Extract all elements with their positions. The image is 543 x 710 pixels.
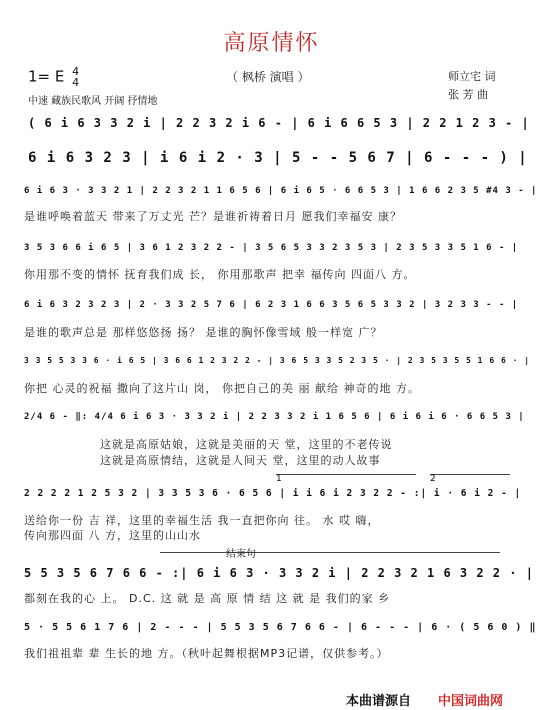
tempo-marking: 中速 藏族民歌风 开阔 抒情地	[28, 96, 158, 107]
score-line-3: 6 i 6 3 · 3 3 2 1 | 2 2 3 2 1 1 6 5 6 | 6 i 6 5 · 6 6 5 3 | 1 6 6 2 3 5 #4 3 - |	[24, 186, 538, 196]
score-line-2: 6 i 6 3 2 3 | i 6 i 2 · 3 | 5 - - 5 6 7 | 6 - - - ) |	[28, 150, 528, 166]
score-line-6: 3 3 5 5 3 3 6 · i 6 5 | 3 6 6 1 2 3 2 2 - | 3 6 5 3 3 5 2 3 5 · | 2 3 5 3 5 5 1 6 6 · |	[24, 356, 531, 365]
ending-bracket	[160, 552, 500, 553]
time-signature	[72, 66, 79, 88]
volta-2-label: 2	[430, 474, 436, 484]
volta-1-bracket	[276, 474, 416, 475]
key-label: 1= E	[28, 67, 65, 86]
volta-1-label: 1	[276, 474, 282, 484]
lyric-line-6: 你把 心灵的祝福 撒向了这片山 岗， 你把自己的美 丽 献给 神奇的地 方。	[24, 382, 420, 395]
score-line-4: 3 5 3 6 6 i 6 5 | 3 6 1 2 3 2 2 - | 3 5 6 5 3 3 2 3 5 3 | 2 3 5 3 3 5 1 6 - |	[24, 243, 519, 253]
key-signature	[28, 66, 79, 88]
score-line-1: ( 6 i 6 3 3 2 i | 2 2 3 2 i 6 - | 6 i 6 6 5 3 | 2 2 1 2 3 - |	[28, 116, 530, 130]
lyric-line-7b: 这就是高原情结，这就是人间天 堂，这里的动人故事	[100, 454, 381, 467]
score-line-10: 5 · 5 5 6 1 7 6 | 2 - - - | 5 5 3 5 6 7 6 6 - | 6 - - - | 6 · ( 5 6 0 ) ‖	[24, 622, 537, 633]
footer-site-link[interactable]: 中国词曲网	[438, 694, 504, 709]
lyric-line-8a: 送给你一份 吉 祥，这里的幸福生活 我一直把你向 往。 水 哎 嗨，	[24, 514, 380, 527]
footer-source-text: 本曲谱源自	[346, 694, 412, 709]
page-title: 高原情怀	[223, 31, 320, 56]
score-line-9: 5 5 3 5 6 7 6 6 - :| 6 i 6 3 · 3 3 2 i | 2 2 3 2 1 6 3 2 2 · |	[24, 566, 534, 580]
lyric-line-8b: 传向那四面 八 方，这里的山山水	[24, 529, 201, 542]
lyric-line-5: 是谁的歌声总是 那样悠悠扬 扬？ 是谁的胸怀像雪域 般一样宽 广？	[24, 326, 383, 339]
score-line-5: 6 i 6 3 2 3 2 3 | 2 · 3 3 2 5 7 6 | 6 2 3 1 6 6 3 5 6 5 3 3 2 | 3 2 3 3 - - |	[24, 300, 519, 310]
time-top: 4	[72, 65, 80, 78]
composer-credit: 张 芳 曲	[448, 88, 488, 101]
lyric-line-4: 你用那不变的情怀 抚育我们成 长， 你用那歌声 把幸 福传向 四面八 方。	[24, 268, 416, 281]
lyricist-credit: 师立宅 词	[448, 70, 496, 83]
score-line-7: 2/4 6 - ‖: 4/4 6 i 6 3 · 3 3 2 i | 2 2 3 3 2 i 1 6 5 6 | 6 i 6 i 6 · 6 6 5 3 |	[24, 412, 525, 422]
lyric-line-7a: 这就是高原姑娘，这就是美丽的天 堂，这里的不老传说	[100, 438, 393, 451]
lyric-line-9: 都刻在我的心 上。 D.C. 这 就 是 高 原 情 结 这 就 是 我们的家 乡	[24, 592, 391, 605]
lyric-line-10: 我们祖祖辈 辈 生长的地 方。（秋叶起舞根据MP3记谱，仅供参考。）	[24, 647, 389, 660]
ending-label: 结束句	[226, 549, 256, 560]
lyric-line-3: 是谁呼唤着蓝天 带来了万丈光 芒？是谁祈祷着日月 愿我们幸福安 康？	[24, 210, 402, 223]
singer-credit: （ 枫桥 演唱 ）	[226, 70, 310, 84]
score-line-8: 2 2 2 2 1 2 5 3 2 | 3 3 5 3 6 · 6 5 6 | i i 6 i 2 3 2 2 - :| i · 6 i 2 - |	[24, 488, 522, 499]
volta-2-bracket	[430, 474, 510, 475]
time-bottom: 4	[72, 76, 80, 89]
